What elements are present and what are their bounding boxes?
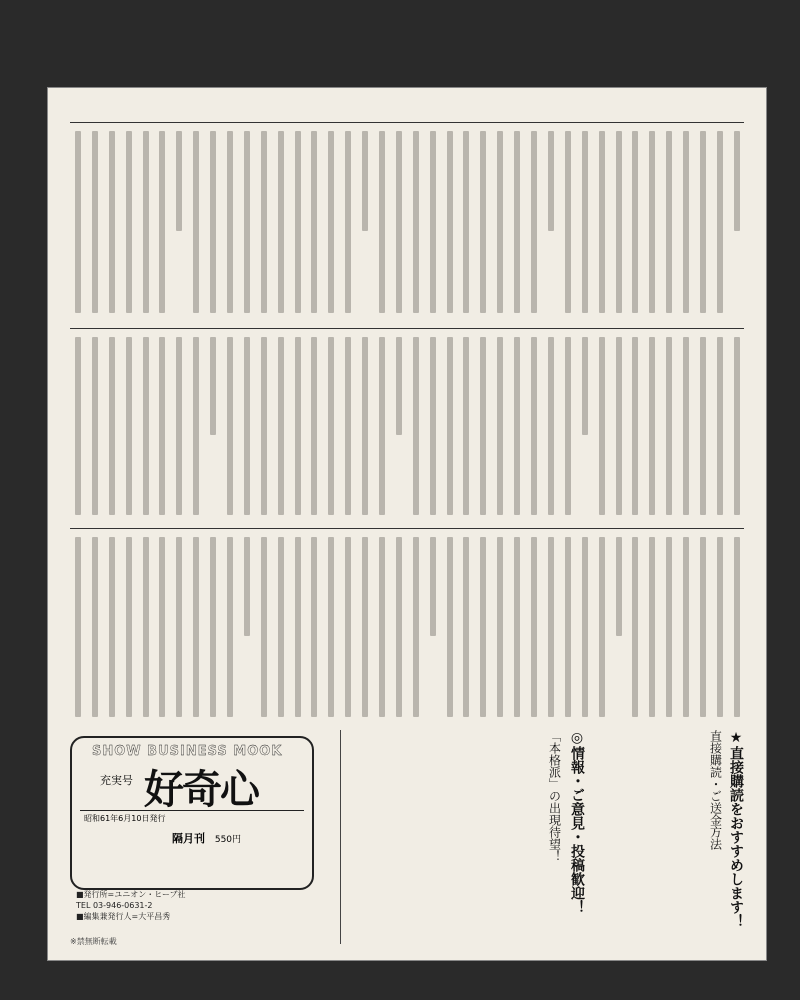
text-column-placeholder	[425, 337, 440, 515]
text-column-placeholder	[475, 131, 490, 313]
copyright-notice: ※禁無断転載	[70, 937, 117, 946]
text-column-placeholder	[239, 537, 254, 717]
subscription-heading: ★直接購読をおすすめします！	[728, 730, 744, 928]
text-column-placeholder	[594, 337, 609, 515]
credits-block	[76, 890, 316, 922]
text-column-placeholder	[306, 131, 321, 313]
credit-line: TEL 03-946-0631-2	[76, 900, 153, 910]
text-column-placeholder	[391, 131, 406, 313]
text-column-placeholder	[121, 337, 136, 515]
credit-line: ■発行所=ユニオン・ヒーブ社	[76, 890, 186, 899]
divider	[80, 810, 304, 811]
text-column-placeholder	[458, 131, 473, 313]
text-column-placeholder	[425, 537, 440, 717]
text-column-placeholder	[492, 131, 507, 313]
text-column-placeholder	[543, 537, 558, 717]
text-column-placeholder	[340, 337, 355, 515]
divider	[340, 730, 341, 944]
text-column-placeholder	[458, 337, 473, 515]
text-column-placeholder	[442, 131, 457, 313]
text-column-placeholder	[712, 537, 727, 717]
text-column-placeholder	[87, 337, 102, 515]
text-column-placeholder	[526, 537, 541, 717]
magazine-page	[48, 88, 766, 960]
text-column-placeholder	[594, 131, 609, 313]
text-column-placeholder	[695, 537, 710, 717]
text-column-placeholder	[509, 537, 524, 717]
text-column-placeholder	[154, 131, 169, 313]
text-column-placeholder	[239, 337, 254, 515]
brand-label: SHOW BUSINESS MOOK	[92, 744, 283, 759]
magazine-logo: 好奇心	[144, 767, 258, 813]
text-column-placeholder	[290, 131, 305, 313]
text-column-placeholder	[475, 337, 490, 515]
subscription-notice	[589, 730, 744, 948]
text-column-placeholder	[492, 537, 507, 717]
text-column-placeholder	[154, 537, 169, 717]
text-column-placeholder	[577, 537, 592, 717]
text-column-placeholder	[323, 131, 338, 313]
text-column-placeholder	[121, 537, 136, 717]
text-column-placeholder	[323, 537, 338, 717]
text-column-placeholder	[712, 131, 727, 313]
text-column-placeholder	[695, 337, 710, 515]
text-column-placeholder	[87, 131, 102, 313]
text-column-placeholder	[627, 537, 642, 717]
text-column-placeholder	[87, 537, 102, 717]
text-column-placeholder	[205, 131, 220, 313]
text-column-placeholder	[104, 337, 119, 515]
text-column-placeholder	[357, 337, 372, 515]
text-column-placeholder	[526, 131, 541, 313]
text-column-placeholder	[712, 337, 727, 515]
text-column-placeholder	[611, 537, 626, 717]
text-column-placeholder	[611, 337, 626, 515]
text-column-placeholder	[171, 131, 186, 313]
text-column-placeholder	[425, 131, 440, 313]
text-band-top	[70, 122, 744, 319]
text-column-placeholder	[138, 337, 153, 515]
text-column-placeholder	[594, 537, 609, 717]
issue-date-line: 昭和61年6月10日発行	[84, 814, 166, 823]
text-column-placeholder	[729, 337, 744, 515]
text-column-placeholder	[70, 537, 85, 717]
text-column-placeholder	[138, 537, 153, 717]
text-column-placeholder	[323, 337, 338, 515]
text-column-placeholder	[627, 131, 642, 313]
text-column-placeholder	[678, 131, 693, 313]
text-column-placeholder	[442, 537, 457, 717]
text-column-placeholder	[256, 337, 271, 515]
text-column-placeholder	[408, 337, 423, 515]
text-column-placeholder	[357, 537, 372, 717]
text-column-placeholder	[729, 537, 744, 717]
text-column-placeholder	[661, 131, 676, 313]
text-column-placeholder	[543, 337, 558, 515]
text-column-placeholder	[661, 537, 676, 717]
text-column-placeholder	[644, 131, 659, 313]
text-columns-bottom	[70, 537, 744, 717]
text-column-placeholder	[205, 337, 220, 515]
info-line: 「本格派」の出現待望！	[547, 730, 562, 862]
text-column-placeholder	[644, 337, 659, 515]
text-column-placeholder	[222, 131, 237, 313]
text-column-placeholder	[560, 337, 575, 515]
text-column-placeholder	[391, 337, 406, 515]
text-column-placeholder	[509, 131, 524, 313]
info-heading: ◎情報・ご意見・投稿歓迎！	[569, 730, 585, 914]
text-column-placeholder	[475, 537, 490, 717]
text-column-placeholder	[121, 131, 136, 313]
info-wanted-notice	[355, 730, 585, 948]
price-value: 550円	[214, 835, 242, 845]
text-column-placeholder	[560, 537, 575, 717]
text-column-placeholder	[290, 337, 305, 515]
masthead-box	[70, 736, 314, 890]
text-column-placeholder	[239, 131, 254, 313]
text-column-placeholder	[357, 131, 372, 313]
text-column-placeholder	[678, 337, 693, 515]
text-column-placeholder	[188, 337, 203, 515]
text-column-placeholder	[273, 337, 288, 515]
text-columns-top	[70, 131, 744, 313]
text-column-placeholder	[306, 337, 321, 515]
text-column-placeholder	[442, 337, 457, 515]
text-column-placeholder	[526, 337, 541, 515]
text-column-placeholder	[70, 131, 85, 313]
text-column-placeholder	[273, 131, 288, 313]
text-column-placeholder	[256, 537, 271, 717]
text-column-placeholder	[661, 337, 676, 515]
text-column-placeholder	[340, 537, 355, 717]
issue-subtitle: 充実号	[100, 774, 133, 787]
text-column-placeholder	[171, 537, 186, 717]
text-column-placeholder	[695, 131, 710, 313]
text-column-placeholder	[306, 537, 321, 717]
text-columns-middle	[70, 337, 744, 515]
text-column-placeholder	[577, 131, 592, 313]
text-column-placeholder	[577, 337, 592, 515]
text-column-placeholder	[678, 537, 693, 717]
advert-section	[70, 730, 744, 950]
text-column-placeholder	[644, 537, 659, 717]
text-column-placeholder	[188, 131, 203, 313]
text-band-middle	[70, 328, 744, 521]
text-column-placeholder	[256, 131, 271, 313]
text-column-placeholder	[104, 537, 119, 717]
credit-line: ■編集兼発行人=大平昌秀	[76, 911, 171, 921]
text-column-placeholder	[374, 131, 389, 313]
text-column-placeholder	[154, 337, 169, 515]
text-column-placeholder	[560, 131, 575, 313]
text-column-placeholder	[222, 537, 237, 717]
subscription-line: 直接購読・ご送金方法	[708, 730, 723, 850]
text-column-placeholder	[205, 537, 220, 717]
text-column-placeholder	[188, 537, 203, 717]
text-column-placeholder	[492, 337, 507, 515]
text-column-placeholder	[627, 337, 642, 515]
text-band-bottom	[70, 528, 744, 723]
text-column-placeholder	[729, 131, 744, 313]
text-column-placeholder	[290, 537, 305, 717]
text-column-placeholder	[273, 537, 288, 717]
text-column-placeholder	[171, 337, 186, 515]
text-column-placeholder	[408, 537, 423, 717]
text-column-placeholder	[104, 131, 119, 313]
text-column-placeholder	[222, 337, 237, 515]
text-column-placeholder	[138, 131, 153, 313]
text-column-placeholder	[509, 337, 524, 515]
text-column-placeholder	[458, 537, 473, 717]
price-line	[172, 830, 241, 846]
text-column-placeholder	[391, 537, 406, 717]
text-column-placeholder	[408, 131, 423, 313]
text-column-placeholder	[70, 337, 85, 515]
text-column-placeholder	[611, 131, 626, 313]
text-column-placeholder	[543, 131, 558, 313]
frequency-label: 隔月刊	[172, 832, 205, 845]
text-column-placeholder	[340, 131, 355, 313]
text-column-placeholder	[374, 537, 389, 717]
text-column-placeholder	[374, 337, 389, 515]
